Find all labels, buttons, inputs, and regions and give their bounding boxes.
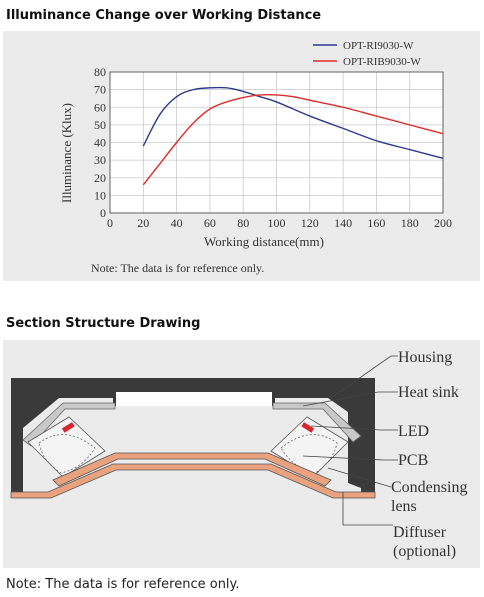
y-tick-label: 40 (94, 135, 106, 150)
x-tick-label: 80 (237, 216, 250, 230)
x-tick-label: 100 (267, 216, 286, 230)
label-diffuser: Diffuser (393, 524, 447, 541)
drawing-heading: Section Structure Drawing (6, 316, 201, 331)
label-condensing: Condensing (391, 479, 468, 496)
x-tick-label: 40 (170, 216, 183, 230)
label-heat-sink: Heat sink (398, 384, 459, 401)
x-tick-label: 200 (434, 216, 452, 230)
x-tick-label: 120 (300, 216, 319, 230)
x-tick-label: 60 (203, 216, 216, 230)
chart-grid (110, 72, 443, 213)
x-tick-label: 180 (400, 216, 419, 230)
y-tick-label: 10 (94, 188, 106, 203)
reference-note: Note: The data is for reference only. (6, 577, 240, 592)
led-module-right (271, 417, 348, 477)
housing-window (116, 392, 272, 406)
legend-label-2: OPT-RIB9030-W (343, 56, 421, 68)
chart-panel (3, 31, 480, 281)
chart-note: Note: The data is for reference only. (91, 261, 265, 275)
y-tick-label: 20 (94, 170, 106, 185)
legend-label-1: OPT-RI9030-W (343, 40, 414, 52)
x-tick-label: 0 (107, 216, 113, 230)
y-tick-label: 80 (94, 65, 106, 79)
label-housing: Housing (398, 349, 453, 366)
x-tick-label: 140 (334, 216, 353, 230)
x-tick-label: 20 (137, 216, 150, 230)
y-tick-label: 0 (100, 206, 106, 220)
chart-legend (313, 40, 421, 68)
drawing-panel (3, 340, 480, 568)
x-axis-label: Working distance(mm) (204, 234, 324, 249)
y-tick-label: 70 (94, 82, 106, 97)
label-led: LED (398, 423, 430, 440)
y-tick-label: 50 (94, 117, 106, 132)
label-optional: (optional) (393, 543, 457, 560)
x-tick-label: 160 (367, 216, 386, 230)
label-lens: lens (391, 498, 417, 515)
y-tick-label: 60 (94, 100, 106, 115)
illuminance-chart (3, 31, 480, 281)
chart-heading: Illuminance Change over Working Distance (6, 8, 322, 23)
y-axis-label: Illuminance (Klux) (59, 103, 74, 203)
y-tick-label: 30 (94, 153, 106, 168)
label-pcb: PCB (398, 452, 429, 469)
section-structure-drawing (3, 340, 480, 568)
